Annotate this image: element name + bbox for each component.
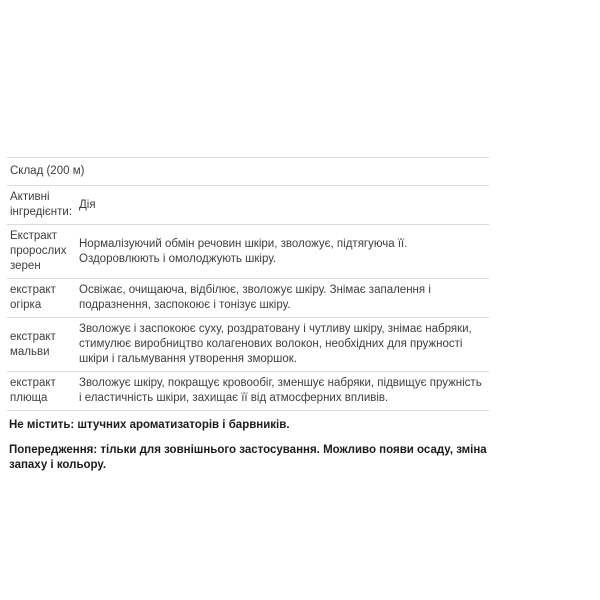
table-row bbox=[7, 318, 489, 372]
table-row bbox=[7, 372, 489, 411]
ingredient-action: Зволожує і заспокоює суху, роздратовану і чутливу шкіру, знімає набряки, стимулює виробництво колагенових волокон, необхідних для пружності шкіри і гальмування утворення зморшок. bbox=[79, 318, 489, 372]
notes-section bbox=[7, 418, 489, 473]
table-row bbox=[7, 279, 489, 318]
ingredient-name: Екстракт пророслих зерен bbox=[7, 225, 79, 279]
ingredient-name: екстракт мальви bbox=[7, 318, 79, 372]
ingredient-action: Нормалізуючий обмін речовин шкіри, зволожує, підтягуюча її. Оздоровлюють і омолоджують шкіру. bbox=[79, 225, 489, 279]
action-column-header: Дія bbox=[79, 186, 489, 225]
ingredient-name: екстракт плюща bbox=[7, 372, 79, 411]
no-additives-note: Не містить: штучних ароматизаторів і барвників. bbox=[9, 419, 290, 431]
composition-section bbox=[7, 157, 489, 483]
ingredient-name: екстракт огірка bbox=[7, 279, 79, 318]
ingredients-column-header: Активні інгредієнти: bbox=[7, 186, 79, 225]
composition-title: Склад (200 м) bbox=[7, 158, 489, 186]
ingredients-table-body bbox=[7, 186, 489, 411]
table-row bbox=[7, 225, 489, 279]
ingredient-action: Освіжає, очищаюча, відбілює, зволожує шкіру. Знімає запалення і подразнення, заспокоює і тонізує шкіру. bbox=[79, 279, 489, 318]
warning-note: Попередження: тільки для зовнішнього застосування. Можливо появи осаду, зміна запаху і кольору. bbox=[9, 444, 487, 471]
ingredient-action: Зволожує шкіру, покращує кровообіг, зменшує набряки, підвищує пружність і еластичність шкіри, захищає її від атмосферних впливів. bbox=[79, 372, 489, 411]
table-header-row bbox=[7, 186, 489, 225]
composition-table bbox=[7, 157, 489, 411]
